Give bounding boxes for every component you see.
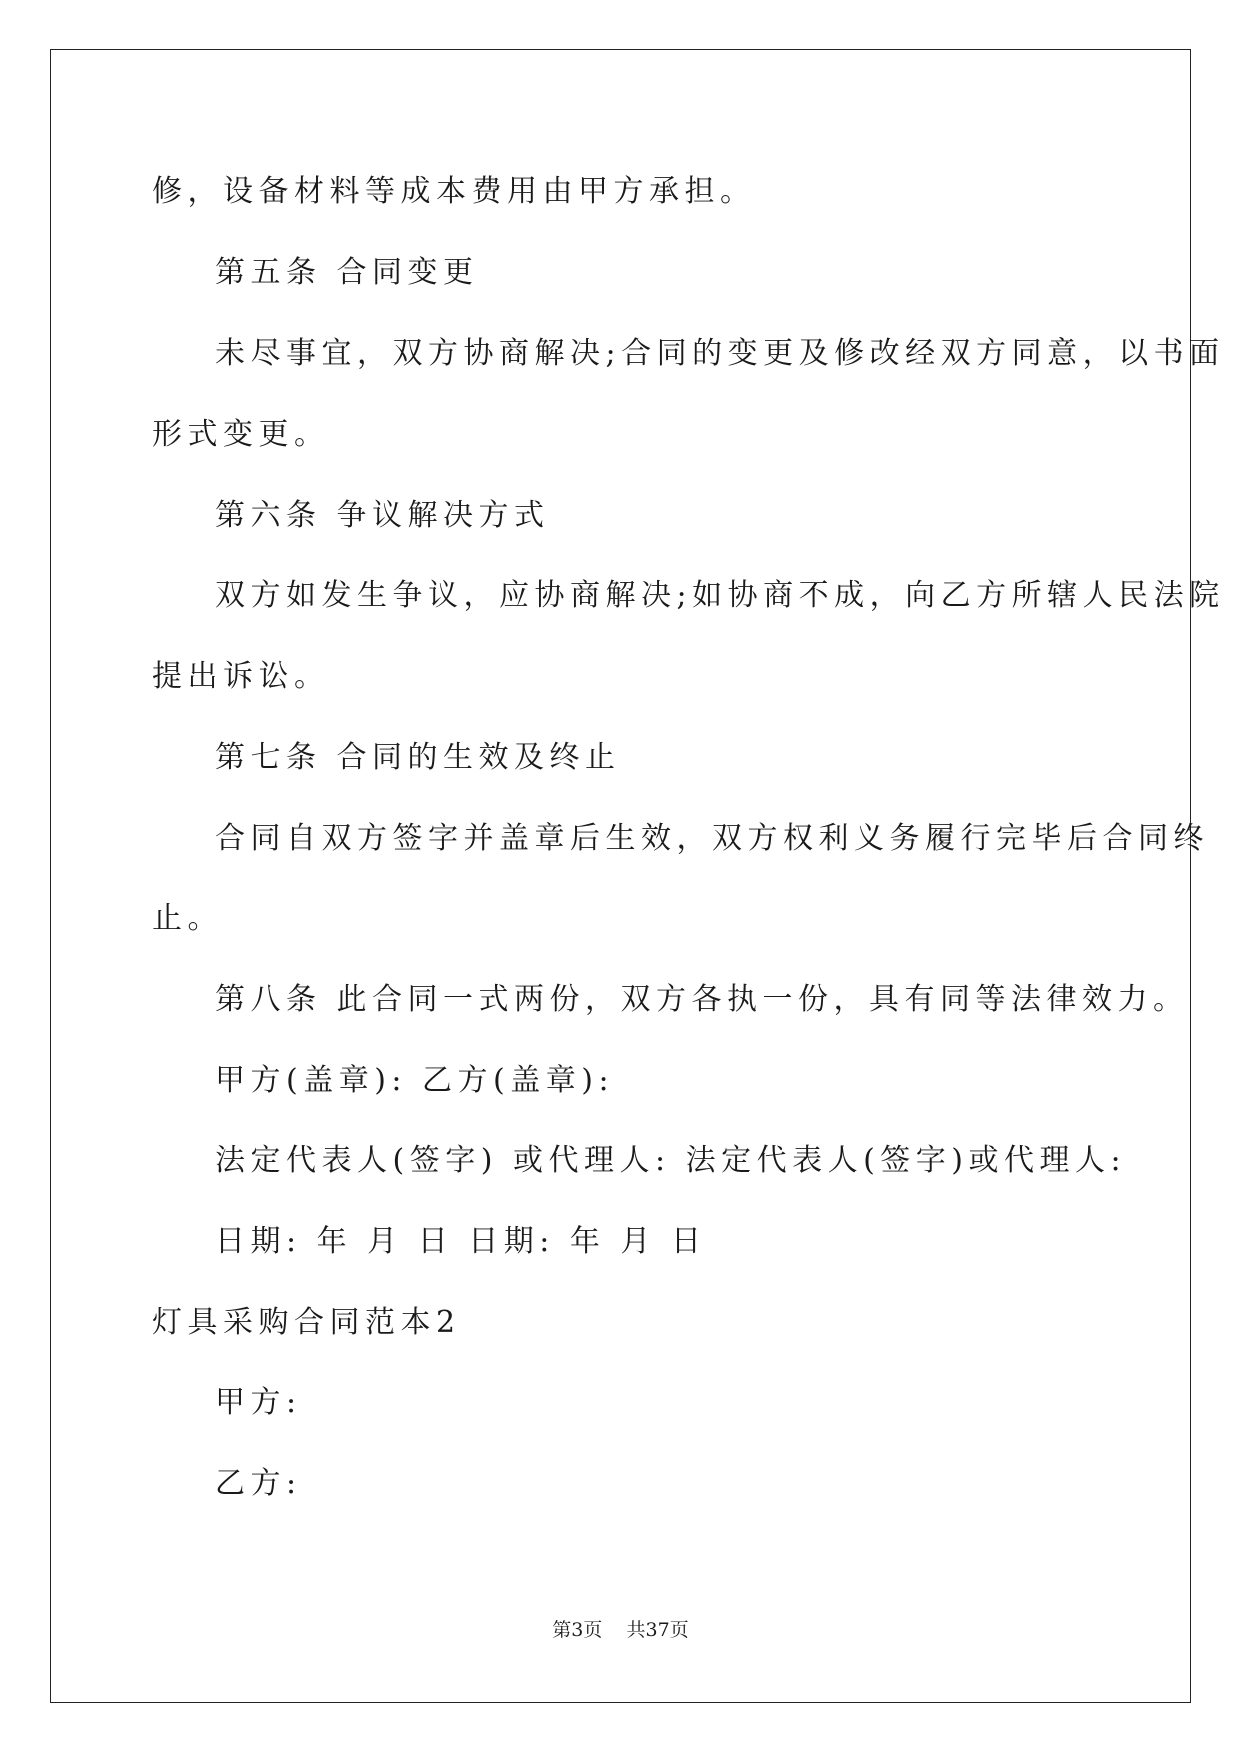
body-line-1: 修，设备材料等成本费用由甲方承担。 — [152, 174, 756, 209]
article-6-text-line-1: 双方如发生争议，应协商解决;如协商不成，向乙方所辖人民法院 — [215, 578, 1225, 613]
date-line: 日期: 年 月 日 日期: 年 月 日 — [215, 1224, 707, 1259]
page-number-footer: 第3页 共37页 — [552, 1619, 689, 1641]
representative-line: 法定代表人(签字) 或代理人: 法定代表人(签字)或代理人: — [215, 1143, 1127, 1178]
page-border — [50, 49, 1191, 1703]
article-7-text-line-1: 合同自双方签字并盖章后生效，双方权利义务履行完毕后合同终 — [215, 821, 1209, 856]
party-b-line: 乙方: — [215, 1466, 302, 1501]
article-7-heading: 第七条 合同的生效及终止 — [215, 740, 621, 775]
article-8-text: 第八条 此合同一式两份，双方各执一份，具有同等法律效力。 — [215, 982, 1189, 1017]
section-title: 灯具采购合同范本2 — [152, 1305, 461, 1340]
article-5-text-line-1: 未尽事宜，双方协商解决;合同的变更及修改经双方同意，以书面 — [215, 336, 1225, 371]
article-6-text-line-2: 提出诉讼。 — [152, 659, 330, 694]
article-5-heading: 第五条 合同变更 — [215, 255, 479, 290]
article-5-text-line-2: 形式变更。 — [152, 417, 330, 452]
article-7-text-line-2: 止。 — [152, 901, 223, 936]
seal-line: 甲方(盖章): 乙方(盖章): — [215, 1063, 615, 1098]
party-a-line: 甲方: — [215, 1385, 302, 1420]
article-6-heading: 第六条 争议解决方式 — [215, 498, 550, 533]
